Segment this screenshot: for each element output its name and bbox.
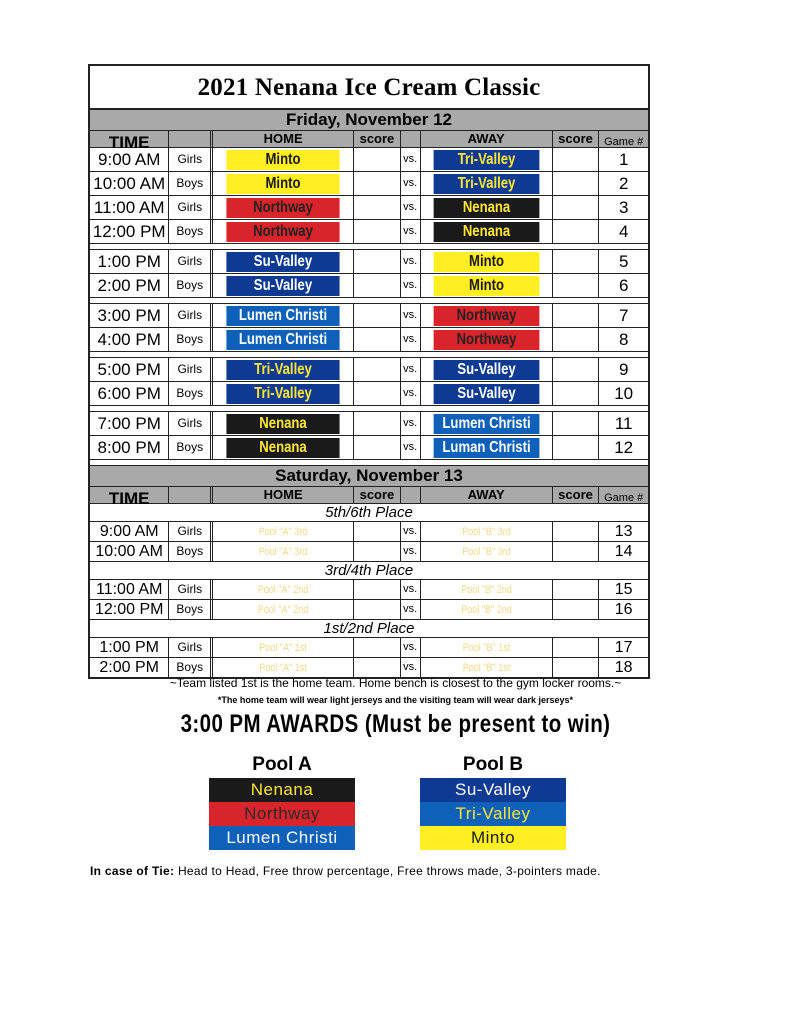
header-time: TIME bbox=[90, 487, 169, 503]
game-time: 10:00 AM bbox=[90, 542, 169, 561]
game-time: 8:00 PM bbox=[90, 436, 169, 459]
home-team-cell bbox=[213, 412, 354, 435]
friday-section bbox=[90, 110, 648, 466]
game-division: Girls bbox=[169, 358, 211, 381]
game-row bbox=[90, 542, 648, 562]
away-team: Minto bbox=[433, 252, 539, 272]
game-number: 6 bbox=[618, 276, 629, 295]
home-team: Pool "A" 3rd bbox=[258, 526, 308, 538]
away-score bbox=[553, 304, 600, 327]
vs-label: vs. bbox=[401, 220, 421, 243]
home-score bbox=[354, 638, 401, 657]
home-score bbox=[354, 600, 401, 619]
game-division: Girls bbox=[169, 148, 211, 171]
game-division: Boys bbox=[169, 220, 211, 243]
away-score bbox=[553, 328, 600, 351]
game-number: 5 bbox=[618, 252, 629, 271]
game-division: Boys bbox=[169, 274, 211, 297]
header-game-number: Game # bbox=[604, 492, 644, 504]
vs-label: vs. bbox=[401, 274, 421, 297]
away-team-cell bbox=[421, 274, 553, 297]
schedule-table bbox=[88, 64, 650, 679]
away-team-cell bbox=[421, 542, 553, 561]
vs-label: vs. bbox=[401, 580, 421, 599]
pool-team: Northway bbox=[209, 802, 355, 826]
game-number: 9 bbox=[618, 360, 629, 379]
header-away: AWAY bbox=[421, 487, 553, 503]
home-team: Pool "A" 3rd bbox=[258, 546, 308, 558]
tiebreak-label: In case of Tie: bbox=[90, 864, 175, 878]
home-team: Su-Valley bbox=[227, 276, 340, 296]
home-team: Pool "A" 1st bbox=[259, 642, 307, 654]
vs-label: vs. bbox=[401, 522, 421, 541]
pool-team: Tri-Valley bbox=[420, 802, 566, 826]
home-team: Tri-Valley bbox=[227, 384, 340, 404]
home-team-cell bbox=[213, 382, 354, 405]
vs-label: vs. bbox=[401, 436, 421, 459]
friday-title: Friday, November 12 bbox=[286, 110, 452, 129]
game-row bbox=[90, 328, 648, 352]
vs-label: vs. bbox=[401, 542, 421, 561]
game-division: Girls bbox=[169, 638, 211, 657]
home-team: Pool "A" 2nd bbox=[257, 584, 309, 596]
away-team-cell bbox=[421, 658, 553, 677]
home-team: Nenana bbox=[227, 414, 340, 434]
game-number: 16 bbox=[614, 601, 633, 618]
away-team: Pool "B" 1st bbox=[462, 642, 510, 654]
away-team-cell bbox=[421, 358, 553, 381]
home-team: Pool "A" 2nd bbox=[257, 604, 309, 616]
game-row bbox=[90, 220, 648, 244]
home-team-cell bbox=[213, 580, 354, 599]
pool-b-box bbox=[420, 752, 566, 850]
game-number: 15 bbox=[614, 581, 633, 598]
home-team-cell bbox=[213, 436, 354, 459]
away-team-cell bbox=[421, 382, 553, 405]
home-score bbox=[354, 580, 401, 599]
game-division: Boys bbox=[169, 436, 211, 459]
away-score bbox=[553, 274, 600, 297]
away-team: Northway bbox=[433, 306, 539, 326]
placement-label: 1st/2nd Place bbox=[90, 620, 648, 638]
game-time: 11:00 AM bbox=[90, 580, 169, 599]
header-time: TIME bbox=[90, 131, 169, 147]
game-time: 2:00 PM bbox=[90, 658, 169, 677]
home-team-cell bbox=[213, 542, 354, 561]
away-team: Nenana bbox=[433, 222, 539, 242]
away-score bbox=[553, 358, 600, 381]
game-number: 7 bbox=[618, 306, 629, 325]
vs-label: vs. bbox=[401, 412, 421, 435]
away-team: Lumen Christi bbox=[433, 414, 539, 434]
away-team: Pool "B" 1st bbox=[462, 662, 510, 674]
game-division: Girls bbox=[169, 522, 211, 541]
game-time: 9:00 AM bbox=[90, 148, 169, 171]
game-division: Boys bbox=[169, 328, 211, 351]
home-score bbox=[354, 304, 401, 327]
home-score bbox=[354, 412, 401, 435]
away-team-cell bbox=[421, 148, 553, 171]
home-team: Su-Valley bbox=[227, 252, 340, 272]
home-team: Northway bbox=[227, 222, 340, 242]
game-division: Boys bbox=[169, 382, 211, 405]
away-score bbox=[553, 172, 600, 195]
away-team-cell bbox=[421, 522, 553, 541]
header-away: AWAY bbox=[421, 131, 553, 147]
game-row bbox=[90, 580, 648, 600]
header-game-number: Game # bbox=[604, 136, 644, 148]
away-team: Northway bbox=[433, 330, 539, 350]
home-team: Northway bbox=[227, 198, 340, 218]
vs-label: vs. bbox=[401, 250, 421, 273]
home-team-cell bbox=[213, 274, 354, 297]
game-time: 1:00 PM bbox=[90, 250, 169, 273]
game-time: 5:00 PM bbox=[90, 358, 169, 381]
vs-label: vs. bbox=[401, 328, 421, 351]
header-home: HOME bbox=[213, 487, 354, 503]
away-team-cell bbox=[421, 600, 553, 619]
game-row bbox=[90, 172, 648, 196]
game-division: Girls bbox=[169, 250, 211, 273]
away-team-cell bbox=[421, 304, 553, 327]
game-time: 12:00 PM bbox=[90, 220, 169, 243]
game-row bbox=[90, 196, 648, 220]
home-score bbox=[354, 148, 401, 171]
game-number: 14 bbox=[614, 543, 633, 560]
away-team: Pool "B" 2nd bbox=[460, 584, 512, 596]
away-score bbox=[553, 250, 600, 273]
game-row bbox=[90, 638, 648, 658]
page-title: 2021 Nenana Ice Cream Classic bbox=[90, 66, 648, 110]
game-division: Boys bbox=[169, 600, 211, 619]
game-row bbox=[90, 358, 648, 382]
game-number: 12 bbox=[614, 438, 634, 457]
home-team-cell bbox=[213, 220, 354, 243]
game-time: 4:00 PM bbox=[90, 328, 169, 351]
game-row bbox=[90, 412, 648, 436]
home-score bbox=[354, 522, 401, 541]
home-team-cell bbox=[213, 172, 354, 195]
home-score bbox=[354, 382, 401, 405]
vs-label: vs. bbox=[401, 658, 421, 677]
header-away-score: score bbox=[553, 131, 600, 147]
home-team: Lumen Christi bbox=[227, 306, 340, 326]
game-number: 3 bbox=[618, 198, 629, 217]
away-score bbox=[553, 600, 600, 619]
home-team-cell bbox=[213, 196, 354, 219]
game-division: Boys bbox=[169, 658, 211, 677]
pool-team: Nenana bbox=[209, 778, 355, 802]
game-time: 3:00 PM bbox=[90, 304, 169, 327]
awards-heading: 3:00 PM AWARDS (Must be present to win) bbox=[180, 710, 611, 738]
header-home-score: score bbox=[354, 487, 401, 503]
game-number: 8 bbox=[618, 330, 629, 349]
saturday-title: Saturday, November 13 bbox=[275, 466, 463, 485]
header-home: HOME bbox=[213, 131, 354, 147]
home-team-cell bbox=[213, 328, 354, 351]
vs-label: vs. bbox=[401, 148, 421, 171]
away-score bbox=[553, 220, 600, 243]
away-team-cell bbox=[421, 580, 553, 599]
tiebreak-note bbox=[90, 864, 601, 878]
game-division: Girls bbox=[169, 304, 211, 327]
game-number: 18 bbox=[614, 659, 633, 676]
game-row bbox=[90, 250, 648, 274]
away-team: Luman Christi bbox=[433, 438, 539, 458]
away-team: Pool "B" 3rd bbox=[461, 526, 511, 538]
away-score bbox=[553, 638, 600, 657]
placement-label: 5th/6th Place bbox=[90, 504, 648, 522]
pool-name: Pool B bbox=[462, 754, 524, 775]
header-division bbox=[169, 131, 211, 147]
game-division: Boys bbox=[169, 542, 211, 561]
tiebreak-text: Head to Head, Free throw percentage, Free throws made, 3-pointers made. bbox=[174, 864, 601, 878]
game-division: Boys bbox=[169, 172, 211, 195]
home-score bbox=[354, 274, 401, 297]
away-score bbox=[553, 412, 600, 435]
away-team: Pool "B" 2nd bbox=[460, 604, 512, 616]
home-score bbox=[354, 658, 401, 677]
away-team-cell bbox=[421, 250, 553, 273]
jersey-note: *The home team will wear light jerseys and the visiting team will wear dark jerseys* bbox=[217, 695, 574, 705]
saturday-section bbox=[90, 466, 648, 677]
home-team-cell bbox=[213, 638, 354, 657]
game-number: 1 bbox=[618, 150, 629, 169]
game-row bbox=[90, 600, 648, 620]
home-team: Pool "A" 1st bbox=[259, 662, 307, 674]
header-division bbox=[169, 487, 211, 503]
header-vs bbox=[401, 487, 421, 503]
game-number: 17 bbox=[614, 639, 633, 656]
away-team-cell bbox=[421, 196, 553, 219]
home-score bbox=[354, 328, 401, 351]
home-team: Tri-Valley bbox=[227, 360, 340, 380]
vs-label: vs. bbox=[401, 382, 421, 405]
home-team: Nenana bbox=[227, 438, 340, 458]
home-team-cell bbox=[213, 522, 354, 541]
home-team-cell bbox=[213, 600, 354, 619]
column-header-row bbox=[90, 487, 648, 508]
away-score bbox=[553, 580, 600, 599]
away-team: Pool "B" 3rd bbox=[461, 546, 511, 558]
game-division: Girls bbox=[169, 196, 211, 219]
home-team-cell bbox=[213, 304, 354, 327]
game-row bbox=[90, 658, 648, 677]
header-away-score: score bbox=[553, 487, 600, 503]
game-number: 13 bbox=[614, 523, 633, 540]
game-time: 11:00 AM bbox=[90, 196, 169, 219]
day-band-friday bbox=[90, 110, 648, 131]
home-score bbox=[354, 250, 401, 273]
game-row bbox=[90, 274, 648, 298]
game-number: 2 bbox=[618, 174, 629, 193]
game-division: Girls bbox=[169, 412, 211, 435]
away-team-cell bbox=[421, 328, 553, 351]
game-row bbox=[90, 522, 648, 542]
game-row bbox=[90, 148, 648, 172]
away-team-cell bbox=[421, 220, 553, 243]
home-team-cell bbox=[213, 658, 354, 677]
vs-label: vs. bbox=[401, 196, 421, 219]
home-team: Minto bbox=[227, 174, 340, 194]
away-team: Tri-Valley bbox=[433, 150, 539, 170]
home-team-cell bbox=[213, 250, 354, 273]
game-row bbox=[90, 382, 648, 406]
game-time: 1:00 PM bbox=[90, 638, 169, 657]
away-score bbox=[553, 658, 600, 677]
header-home-score: score bbox=[354, 131, 401, 147]
home-score bbox=[354, 358, 401, 381]
pool-team: Lumen Christi bbox=[209, 826, 355, 850]
away-score bbox=[553, 196, 600, 219]
home-score bbox=[354, 196, 401, 219]
pool-team: Minto bbox=[420, 826, 566, 850]
away-team-cell bbox=[421, 638, 553, 657]
away-score bbox=[553, 148, 600, 171]
away-score bbox=[553, 522, 600, 541]
away-score bbox=[553, 436, 600, 459]
pool-name: Pool A bbox=[252, 754, 312, 775]
home-team: Lumen Christi bbox=[227, 330, 340, 350]
home-score bbox=[354, 542, 401, 561]
home-team: Minto bbox=[227, 150, 340, 170]
placement-label: 3rd/4th Place bbox=[90, 562, 648, 580]
game-time: 9:00 AM bbox=[90, 522, 169, 541]
game-time: 10:00 AM bbox=[90, 172, 169, 195]
vs-label: vs. bbox=[401, 172, 421, 195]
home-team-cell bbox=[213, 358, 354, 381]
game-time: 7:00 PM bbox=[90, 412, 169, 435]
away-team: Nenana bbox=[433, 198, 539, 218]
away-team-cell bbox=[421, 436, 553, 459]
pool-team: Su-Valley bbox=[420, 778, 566, 802]
away-score bbox=[553, 382, 600, 405]
away-score bbox=[553, 542, 600, 561]
home-team-cell bbox=[213, 148, 354, 171]
away-team: Minto bbox=[433, 276, 539, 296]
away-team: Su-Valley bbox=[433, 384, 539, 404]
column-header-row bbox=[90, 131, 648, 152]
game-time: 2:00 PM bbox=[90, 274, 169, 297]
home-score bbox=[354, 436, 401, 459]
game-time: 6:00 PM bbox=[90, 382, 169, 405]
vs-label: vs. bbox=[401, 600, 421, 619]
away-team-cell bbox=[421, 172, 553, 195]
day-band-saturday bbox=[90, 466, 648, 487]
game-division: Girls bbox=[169, 580, 211, 599]
game-number: 4 bbox=[618, 222, 629, 241]
home-score bbox=[354, 172, 401, 195]
home-team-note: ~Team listed 1st is the home team. Home bench is closest to the gym locker rooms.~ bbox=[169, 676, 622, 690]
game-number: 11 bbox=[614, 414, 633, 433]
game-row bbox=[90, 304, 648, 328]
game-time: 12:00 PM bbox=[90, 600, 169, 619]
game-row bbox=[90, 436, 648, 460]
home-score bbox=[354, 220, 401, 243]
pool-a-box bbox=[209, 752, 355, 850]
away-team-cell bbox=[421, 412, 553, 435]
header-vs bbox=[401, 131, 421, 147]
away-team: Su-Valley bbox=[433, 360, 539, 380]
vs-label: vs. bbox=[401, 358, 421, 381]
away-team: Tri-Valley bbox=[433, 174, 539, 194]
game-number: 10 bbox=[614, 384, 634, 403]
vs-label: vs. bbox=[401, 638, 421, 657]
vs-label: vs. bbox=[401, 304, 421, 327]
